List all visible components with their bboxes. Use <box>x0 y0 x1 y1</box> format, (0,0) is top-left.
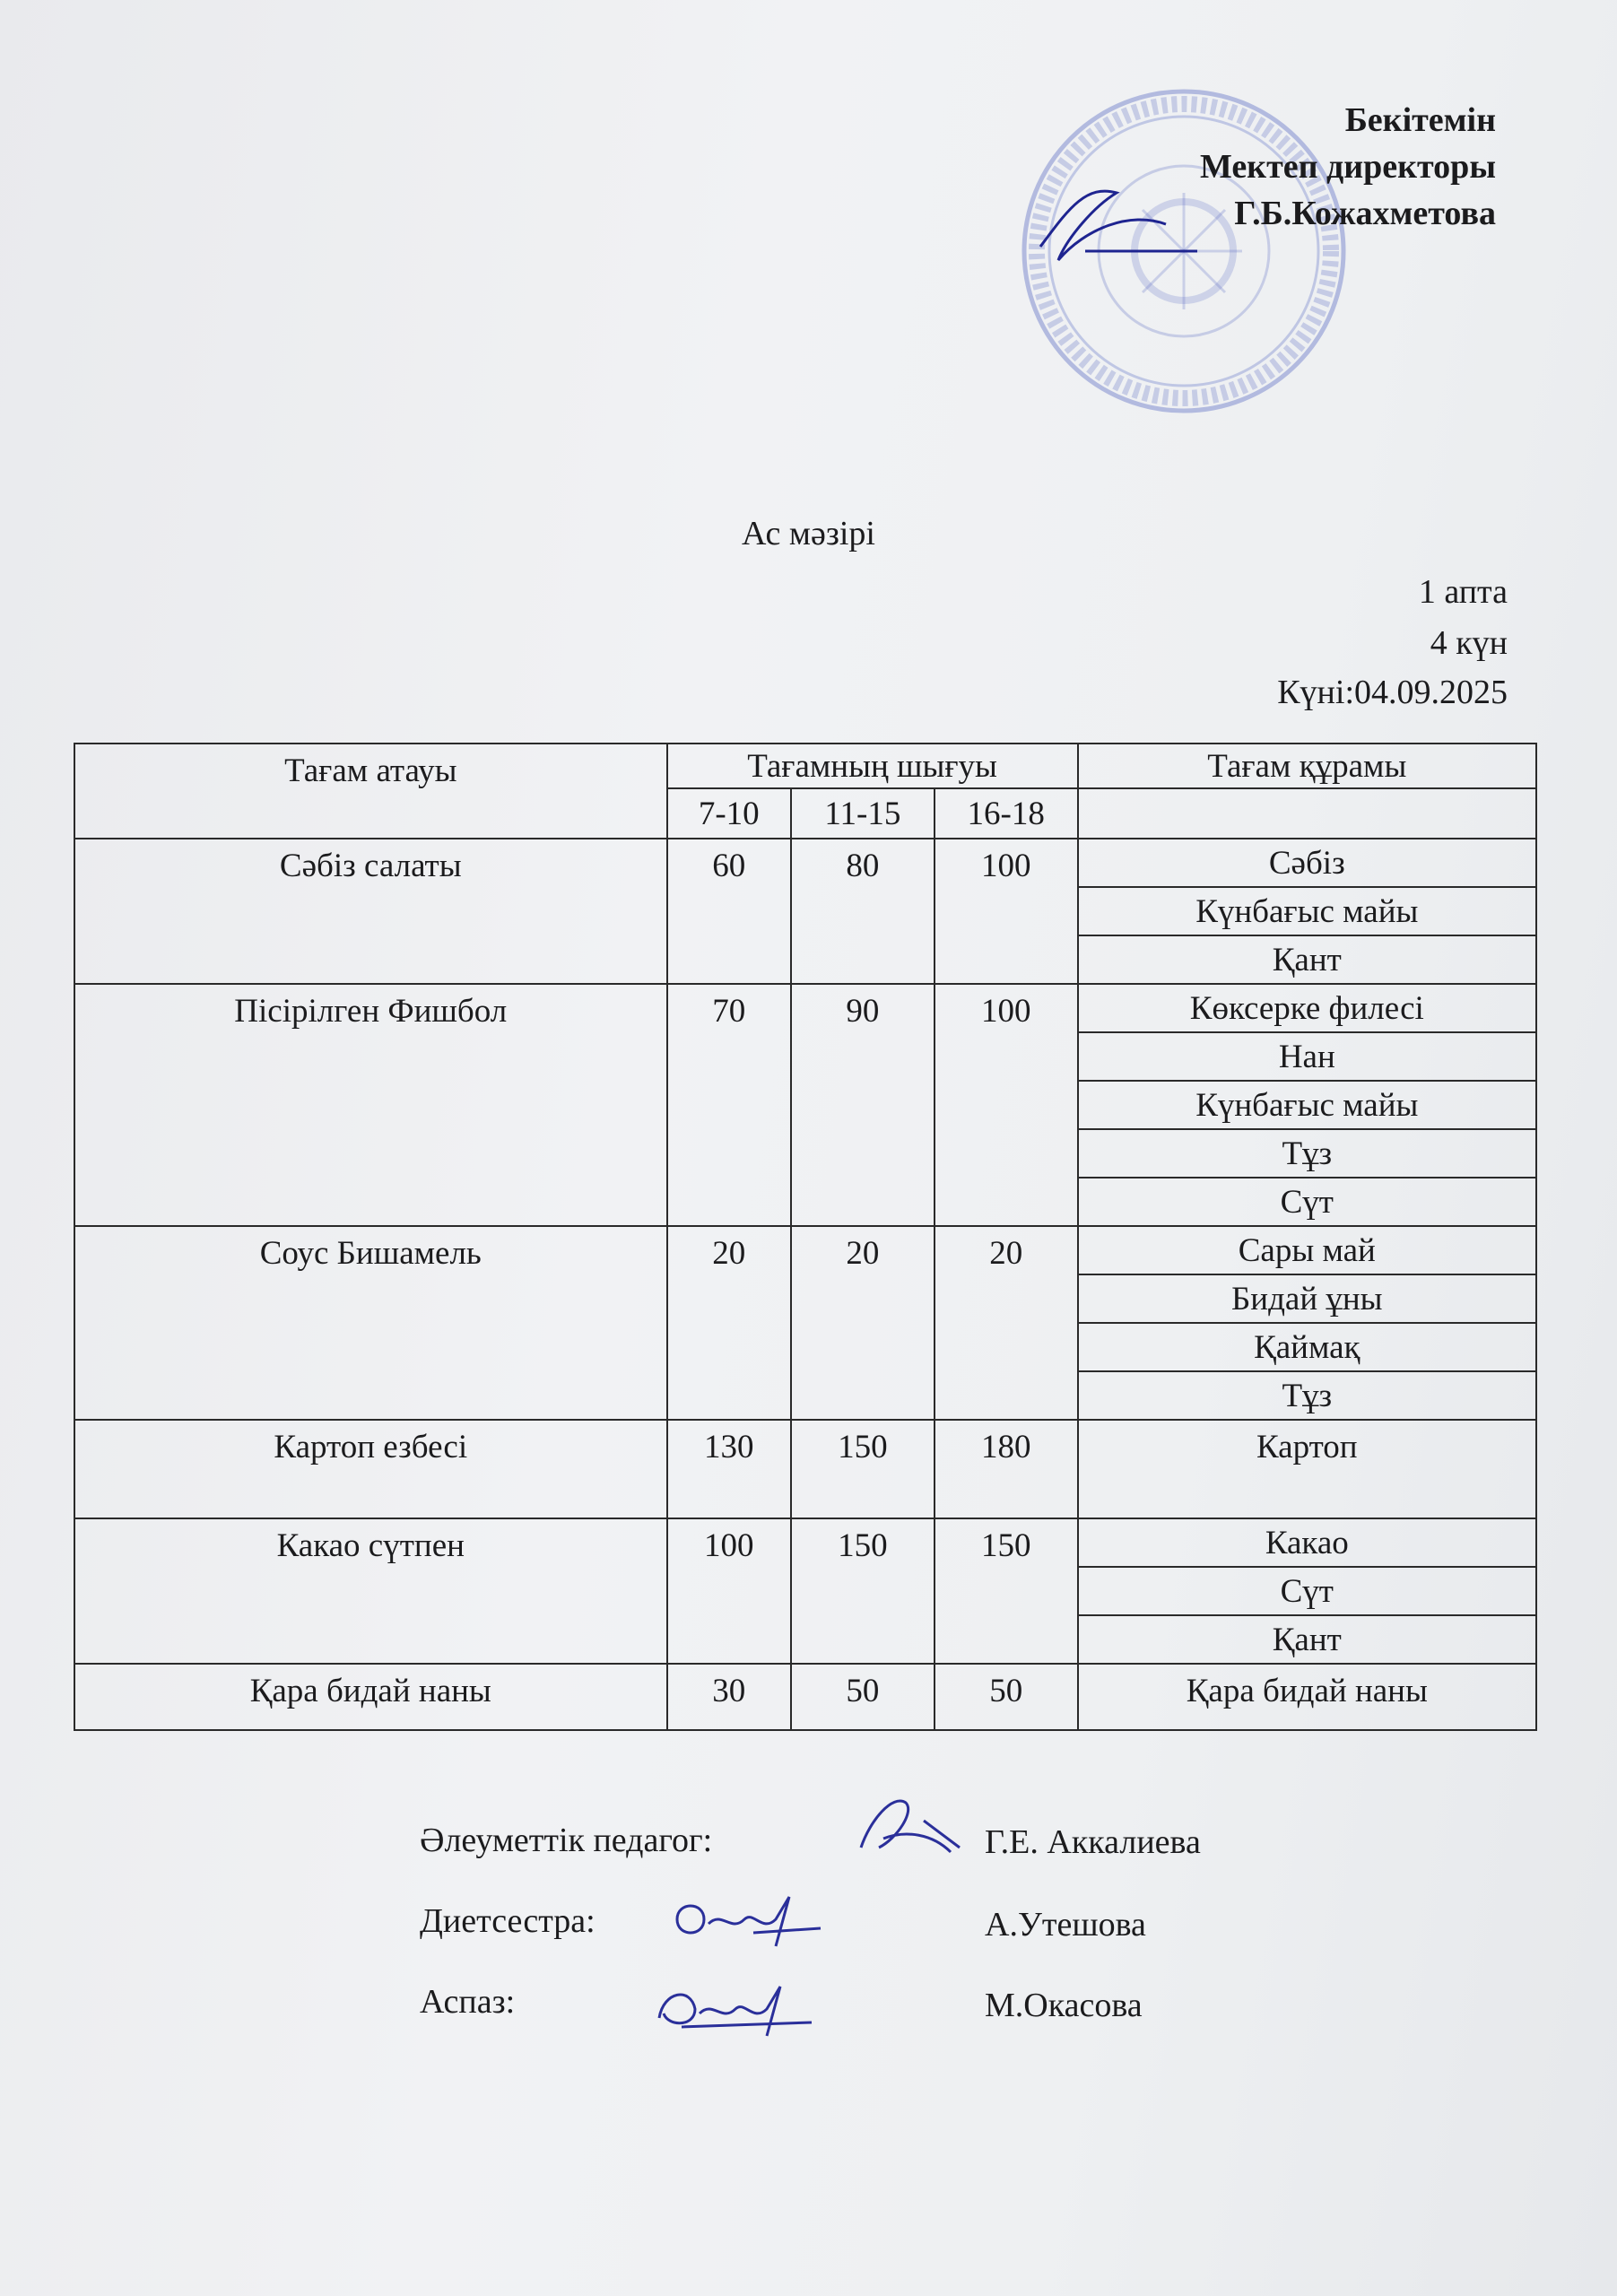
day-label: 4 күн <box>1430 624 1508 662</box>
portion-16-18: 100 <box>935 839 1078 984</box>
role-cook: Аспаз: <box>420 1983 516 2021</box>
header-age-7-10: 7-10 <box>667 788 791 839</box>
portion-16-18: 50 <box>935 1664 1078 1730</box>
approval-heading: Бекітемін <box>1344 101 1496 139</box>
ingredient: Бидай ұны <box>1078 1274 1536 1323</box>
portion-7-10: 20 <box>667 1226 791 1420</box>
ingredient: Қант <box>1078 1615 1536 1664</box>
portion-7-10: 100 <box>667 1518 791 1664</box>
dish-name: Картоп езбесі <box>74 1420 667 1518</box>
header-age-16-18: 16-18 <box>935 788 1078 839</box>
portion-11-15: 150 <box>791 1420 935 1518</box>
portion-16-18: 180 <box>935 1420 1078 1518</box>
dish-name: Пісірілген Фишбол <box>74 984 667 1226</box>
dish-name: Қара бидай наны <box>74 1664 667 1730</box>
menu-table <box>74 743 1537 1731</box>
approval-director-name: Г.Б.Кожахметова <box>1234 195 1496 232</box>
dietitian-signature <box>664 1883 825 1955</box>
page-title: Ас мәзірі <box>742 515 875 552</box>
name-cook: М.Окасова <box>985 1987 1143 2024</box>
portion-7-10: 60 <box>667 839 791 984</box>
name-social-pedagogue: Г.Е. Аккалиева <box>985 1823 1201 1861</box>
dish-name: Какао сүтпен <box>74 1518 667 1664</box>
header-age-11-15: 11-15 <box>791 788 935 839</box>
name-dietitian: А.Утешова <box>985 1906 1146 1944</box>
role-social-pedagogue: Әлеуметтік педагог: <box>420 1822 713 1859</box>
table-row <box>74 984 1536 1032</box>
portion-16-18: 100 <box>935 984 1078 1226</box>
header-composition-blank <box>1078 788 1536 839</box>
ingredient: Қант <box>1078 935 1536 984</box>
approval-position: Мектеп директоры <box>1199 148 1496 186</box>
header-output: Тағамның шығуы <box>667 744 1078 788</box>
pedagogue-signature <box>843 1785 969 1866</box>
portion-7-10: 30 <box>667 1664 791 1730</box>
table-row <box>74 839 1536 887</box>
approval-block <box>1200 97 1496 237</box>
ingredient: Күнбағыс майы <box>1078 887 1536 935</box>
portion-11-15: 80 <box>791 839 935 984</box>
ingredient: Тұз <box>1078 1371 1536 1420</box>
table-body <box>74 839 1536 1730</box>
ingredient: Какао <box>1078 1518 1536 1567</box>
ingredient: Сүт <box>1078 1178 1536 1226</box>
ingredient: Күнбағыс майы <box>1078 1081 1536 1129</box>
portion-11-15: 150 <box>791 1518 935 1664</box>
ingredient: Қаймақ <box>1078 1323 1536 1371</box>
header-dish-name: Тағам атауы <box>74 744 667 839</box>
ingredient: Қара бидай наны <box>1078 1664 1536 1730</box>
table-header-row <box>74 744 1536 788</box>
table-row <box>74 1664 1536 1730</box>
ingredient: Тұз <box>1078 1129 1536 1178</box>
table-row <box>74 1420 1536 1518</box>
ingredient: Сүт <box>1078 1567 1536 1615</box>
week-label: 1 апта <box>1418 573 1508 611</box>
date-label: Күні:04.09.2025 <box>1277 674 1508 711</box>
ingredient: Көксерке филесі <box>1078 984 1536 1032</box>
ingredient: Картоп <box>1078 1420 1536 1518</box>
director-signature <box>1031 175 1202 274</box>
table-row <box>74 1226 1536 1274</box>
portion-7-10: 130 <box>667 1420 791 1518</box>
table-row <box>74 1518 1536 1567</box>
cook-signature <box>646 1973 816 2045</box>
dish-name: Соус Бишамель <box>74 1226 667 1420</box>
portion-11-15: 20 <box>791 1226 935 1420</box>
role-dietitian: Диетсестра: <box>420 1902 596 1940</box>
portion-11-15: 90 <box>791 984 935 1226</box>
portion-11-15: 50 <box>791 1664 935 1730</box>
ingredient: Сары май <box>1078 1226 1536 1274</box>
header-composition: Тағам құрамы <box>1078 744 1536 788</box>
portion-16-18: 150 <box>935 1518 1078 1664</box>
ingredient: Сәбіз <box>1078 839 1536 887</box>
dish-name: Сәбіз салаты <box>74 839 667 984</box>
portion-16-18: 20 <box>935 1226 1078 1420</box>
ingredient: Нан <box>1078 1032 1536 1081</box>
portion-7-10: 70 <box>667 984 791 1226</box>
